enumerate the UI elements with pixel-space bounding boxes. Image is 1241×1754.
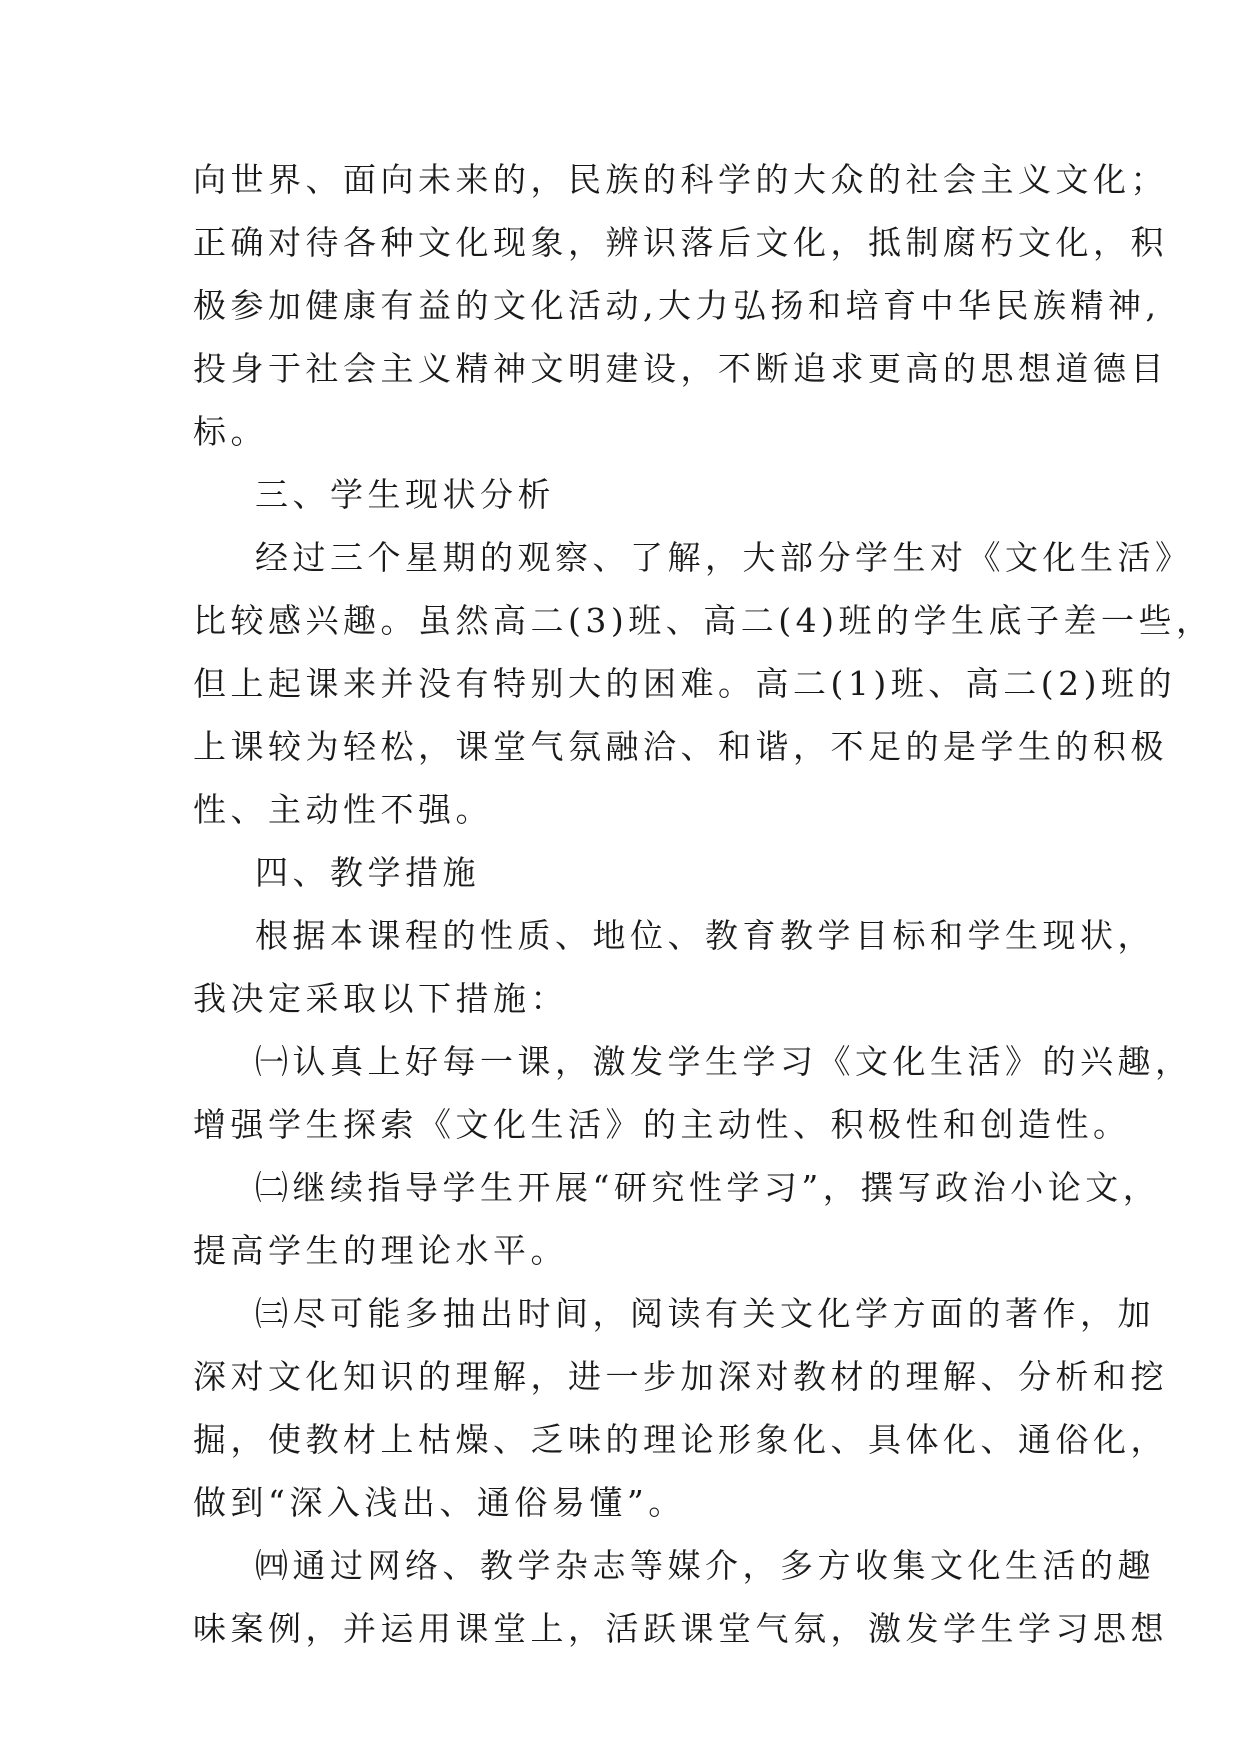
text-line: 我决定采取以下措施： — [193, 979, 568, 1018]
section-heading: 四、教学措施 — [255, 853, 480, 892]
text-line: 标。 — [193, 412, 268, 451]
text-line: 根据本课程的性质、地位、教育教学目标和学生现状， — [255, 916, 1155, 955]
text-line: 向世界、面向未来的，民族的科学的大众的社会主义文化； — [193, 160, 1168, 199]
list-item-text: ㈣通过网络、教学杂志等媒介，多方收集文化生活的趣 — [255, 1546, 1155, 1585]
section-heading: 三、学生现状分析 — [255, 475, 555, 514]
text-line: 增强学生探索《文化生活》的主动性、积极性和创造性。 — [193, 1105, 1131, 1144]
text-line: 味案例，并运用课堂上，活跃课堂气氛，激发学生学习思想 — [193, 1609, 1168, 1648]
text-line: 性、主动性不强。 — [193, 790, 493, 829]
text-line: 投身于社会主义精神文明建设，不断追求更高的思想道德目 — [193, 349, 1168, 388]
text-line: 掘，使教材上枯燥、乏味的理论形象化、具体化、通俗化， — [193, 1420, 1168, 1459]
text-line: 极参加健康有益的文化活动,大力弘扬和培育中华民族精神, — [193, 286, 1161, 325]
text-line: 但上起课来并没有特别大的困难。高二(1)班、高二(2)班的 — [193, 664, 1176, 703]
list-item-text: ㈡继续指导学生开展“研究性学习”，撰写政治小论文， — [255, 1168, 1161, 1207]
text-line: 深对文化知识的理解，进一步加深对教材的理解、分析和挖 — [193, 1357, 1168, 1396]
text-line: 正确对待各种文化现象，辨识落后文化，抵制腐朽文化，积 — [193, 223, 1168, 262]
text-line: 做到“深入浅出、通俗易懂”。 — [193, 1483, 686, 1522]
list-item-text: ㈠认真上好每一课，激发学生学习《文化生活》的兴趣， — [255, 1042, 1193, 1081]
text-line: 比较感兴趣。虽然高二(3)班、高二(4)班的学生底子差一些， — [193, 601, 1214, 640]
list-item-text: ㈢尽可能多抽出时间，阅读有关文化学方面的著作，加 — [255, 1294, 1155, 1333]
text-line: 提高学生的理论水平。 — [193, 1231, 568, 1270]
text-line: 上课较为轻松，课堂气氛融洽、和谐，不足的是学生的积极 — [193, 727, 1168, 766]
text-line: 经过三个星期的观察、了解，大部分学生对《文化生活》 — [255, 538, 1193, 577]
